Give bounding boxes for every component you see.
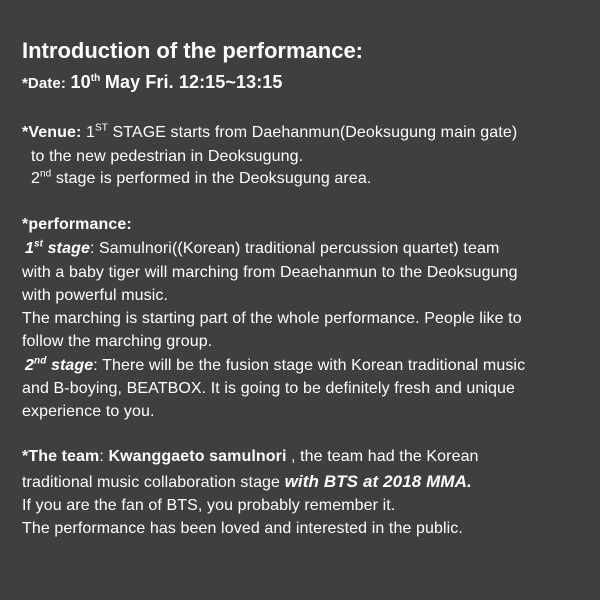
stage-1-heading: 1st stage	[25, 238, 90, 257]
team-line-1	[22, 448, 479, 466]
stage-2-text: : There will be the fusion stage with Korean traditional music	[93, 357, 526, 374]
team-bts-emphasis: with BTS at 2018 MMA.	[284, 472, 472, 491]
stage-1-line-5: follow the marching group.	[22, 333, 213, 350]
date-label: *Date:	[22, 75, 66, 92]
date-time: May Fri. 12:15~13:15	[104, 72, 283, 92]
page-title: Introduction of the performance:	[22, 38, 363, 63]
stage-2-line-3: experience to you.	[22, 403, 155, 420]
venue-line-1	[22, 124, 517, 142]
team-line-2	[22, 472, 472, 492]
venue-text-3: stage is performed in the Deoksugung area.	[55, 170, 372, 187]
stage-1-text: : Samulnori((Korean) traditional percussion quartet) team	[89, 240, 500, 257]
stage-1-line-4: The marching is starting part of the whole performance. People like to	[22, 310, 522, 327]
venue-label: *Venue:	[22, 124, 82, 141]
date-day: 10th	[70, 72, 101, 92]
performance-stage-2-line	[25, 357, 525, 375]
stage-1-line-3: with powerful music.	[22, 287, 169, 304]
venue-stage-2: 2nd	[31, 168, 52, 187]
team-label: *The team	[22, 448, 100, 465]
team-name: Kwanggaeto samulnori	[108, 448, 287, 465]
venue-text-1: STAGE starts from Daehanmun(Deoksugung main gate)	[112, 124, 518, 141]
team-text-2: traditional music collaboration stage	[22, 474, 285, 491]
stage-2-line-2: and B-boying, BEATBOX. It is going to be definitely fresh and unique	[22, 380, 516, 397]
team-colon: :	[99, 448, 109, 465]
performance-label: *performance:	[22, 216, 132, 233]
team-text-1: , the team had the Korean	[286, 448, 479, 465]
stage-1-line-2: with a baby tiger will marching from Deaehanmun to the Deoksugung	[22, 264, 518, 281]
team-line-4: The performance has been loved and interested in the public.	[22, 520, 463, 537]
venue-line-3	[31, 170, 371, 188]
venue-stage-1: 1ST	[85, 122, 108, 141]
date-line	[22, 72, 283, 93]
team-line-3: If you are the fan of BTS, you probably remember it.	[22, 497, 396, 514]
venue-line-2: to the new pedestrian in Deoksugung.	[31, 148, 304, 165]
performance-stage-1-line	[25, 240, 499, 258]
stage-2-heading: 2nd stage	[25, 355, 94, 374]
